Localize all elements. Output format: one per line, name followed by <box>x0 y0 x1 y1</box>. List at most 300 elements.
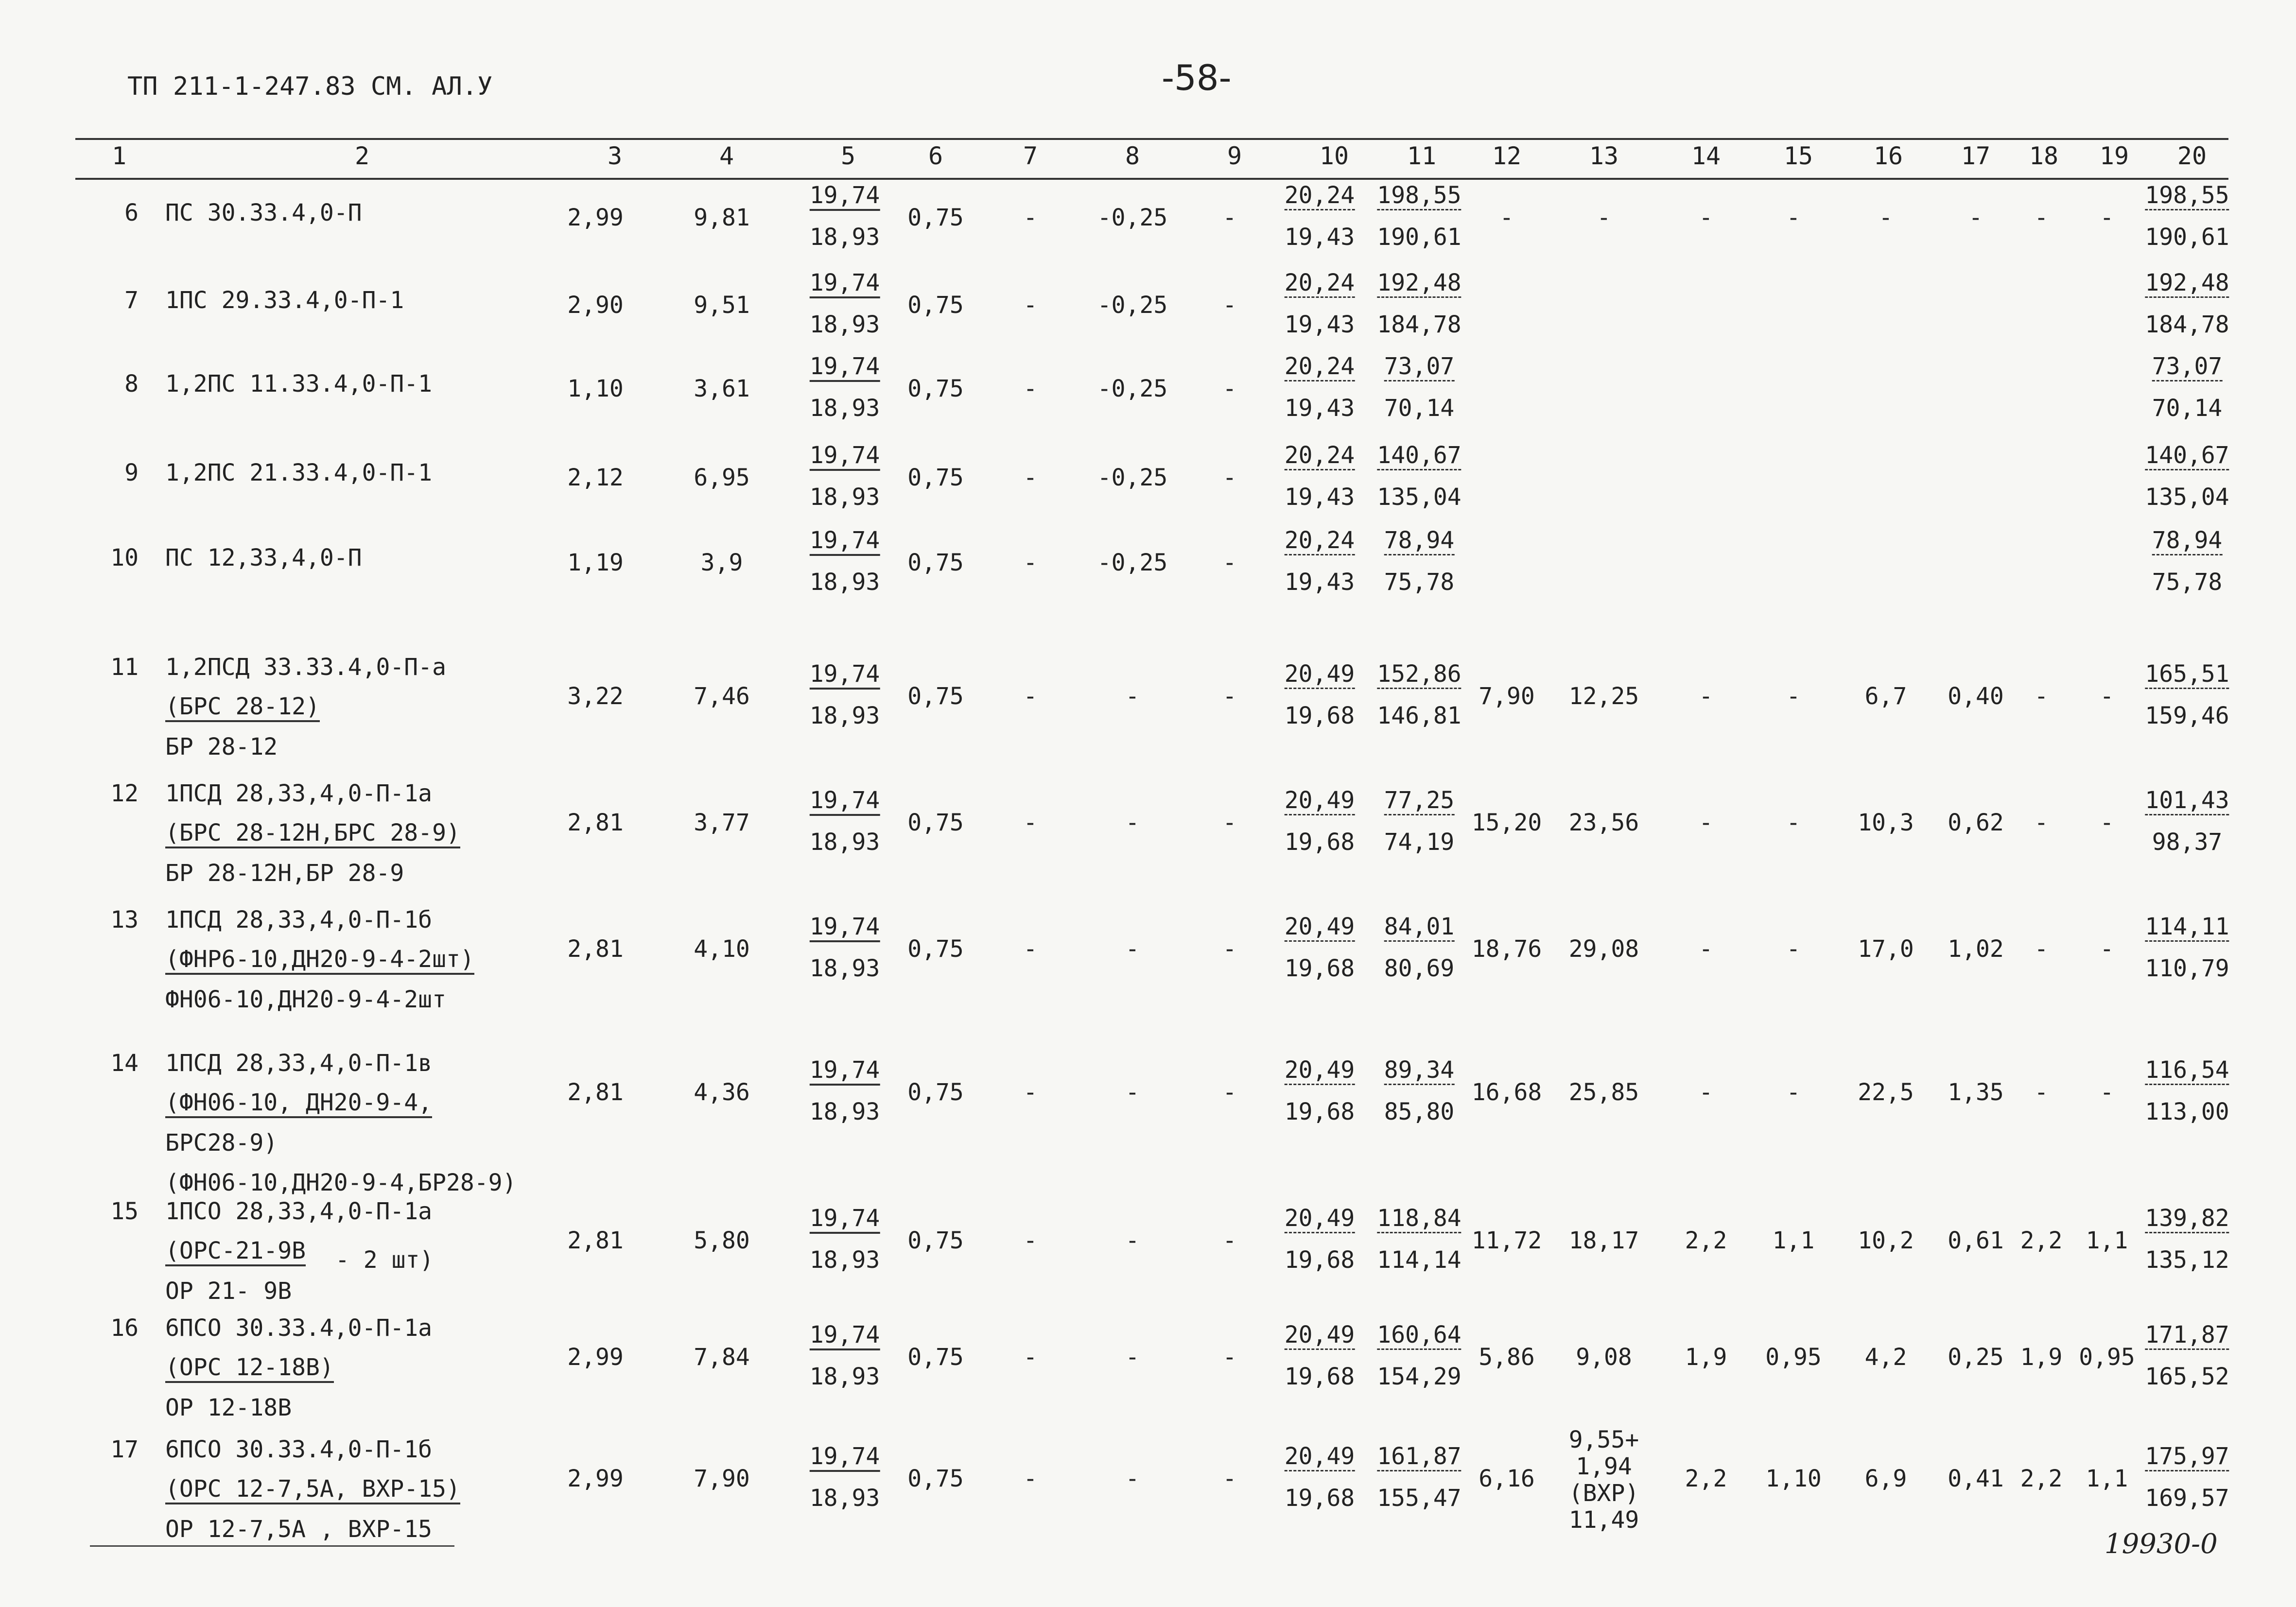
col-13: (ВХР) <box>1568 1480 1639 1507</box>
row-number: 6 <box>124 199 139 226</box>
item-name: (БРС 28-12) <box>165 693 320 722</box>
col-5-bottom: 18,93 <box>809 484 880 511</box>
col-7: - <box>1023 809 1038 836</box>
col-18: 2,2 <box>2020 1465 2063 1492</box>
col-11-top: 161,87 <box>1377 1443 1461 1471</box>
row-number: 11 <box>110 654 139 681</box>
col-11-top: 198,55 <box>1377 182 1461 210</box>
column-header: 3 <box>607 142 623 170</box>
col-8: -0,25 <box>1097 549 1168 576</box>
col-16: 17,0 <box>1858 935 1914 963</box>
col-12: 15,20 <box>1471 809 1542 836</box>
col-19: - <box>2100 935 2114 963</box>
col-20-top: 78,94 <box>2152 527 2223 555</box>
col-5-bottom: 18,93 <box>809 702 880 729</box>
col-8: - <box>1125 1344 1140 1371</box>
column-header: 1 <box>111 142 127 170</box>
column-header: 8 <box>1125 142 1140 170</box>
col-19: - <box>2100 204 2114 231</box>
col-15: - <box>1786 683 1801 710</box>
col-11-bottom: 80,69 <box>1384 955 1455 982</box>
col-16: 10,2 <box>1858 1227 1914 1254</box>
col-10-top: 20,49 <box>1285 787 1355 815</box>
col-5-bottom: 18,93 <box>809 1363 880 1390</box>
col-4: 5,80 <box>694 1227 750 1254</box>
col-10-top: 20,49 <box>1285 661 1355 689</box>
col-11-bottom: 70,14 <box>1384 395 1455 422</box>
col-13: 29,08 <box>1568 935 1639 963</box>
col-3: 1,10 <box>567 375 624 402</box>
col-14: - <box>1699 935 1713 963</box>
col-12: - <box>1499 204 1514 231</box>
page-number: -58- <box>1162 57 1232 98</box>
col-18: - <box>2034 204 2049 231</box>
document-code: ТП 211-1-247.83 СМ. АЛ.У <box>127 72 493 101</box>
item-name: ОР 12-7,5А , ВХР-15 <box>165 1516 433 1543</box>
col-5-bottom: 18,93 <box>809 829 880 856</box>
item-name: (БРС 28-12Н,БРС 28-9) <box>165 820 460 848</box>
item-name: (ФНР6-10,ДН20-9-4-2шт) <box>165 946 474 975</box>
col-15: - <box>1786 1079 1801 1106</box>
column-header: 6 <box>928 142 943 170</box>
col-9: - <box>1222 1227 1237 1254</box>
col-3: 2,81 <box>567 1079 624 1106</box>
item-name: (ОРС-21-9В <box>165 1238 306 1266</box>
col-13: 23,56 <box>1568 809 1639 836</box>
col-20-top: 73,07 <box>2152 353 2223 381</box>
col-17: 0,62 <box>1948 809 2004 836</box>
col-5-bottom: 18,93 <box>809 224 880 251</box>
col-19: - <box>2100 683 2114 710</box>
col-9: - <box>1222 204 1237 231</box>
col-6: 0,75 <box>907 464 964 491</box>
col-5-bottom: 18,93 <box>809 955 880 982</box>
column-header: 15 <box>1783 142 1813 170</box>
col-6: 0,75 <box>907 375 964 402</box>
col-4: 9,81 <box>694 204 750 231</box>
col-11-bottom: 146,81 <box>1377 702 1461 729</box>
col-19: 1,1 <box>2086 1465 2128 1492</box>
col-10-bottom: 19,68 <box>1284 955 1355 982</box>
col-19: - <box>2100 1079 2114 1106</box>
col-20-bottom: 184,78 <box>2145 311 2229 338</box>
col-12: 11,72 <box>1471 1227 1542 1254</box>
col-6: 0,75 <box>907 809 964 836</box>
col-10-top: 20,24 <box>1285 353 1355 381</box>
col-20-bottom: 169,57 <box>2145 1485 2229 1512</box>
col-3: 2,81 <box>567 935 624 963</box>
col-9: - <box>1222 549 1237 576</box>
col-11-top: 140,67 <box>1377 442 1461 470</box>
col-7: - <box>1023 683 1038 710</box>
col-10-bottom: 19,43 <box>1284 311 1355 338</box>
col-3: 2,81 <box>567 809 624 836</box>
col-20-bottom: 159,46 <box>2145 702 2229 729</box>
col-16: 22,5 <box>1858 1079 1914 1106</box>
col-7: - <box>1023 1465 1038 1492</box>
col-9: - <box>1222 1079 1237 1106</box>
column-header: 12 <box>1492 142 1522 170</box>
row-number: 9 <box>124 459 139 486</box>
col-20-bottom: 110,79 <box>2145 955 2229 982</box>
col-14: - <box>1699 1079 1713 1106</box>
column-header: 9 <box>1227 142 1242 170</box>
col-20-top: 198,55 <box>2145 182 2229 210</box>
table-top-rule <box>75 138 2228 140</box>
col-8: - <box>1125 809 1140 836</box>
col-11-bottom: 114,14 <box>1377 1246 1461 1274</box>
col-5-top: 19,74 <box>810 442 880 471</box>
col-10-bottom: 19,43 <box>1284 569 1355 596</box>
col-5-bottom: 18,93 <box>809 1098 880 1125</box>
col-4: 3,77 <box>694 809 750 836</box>
col-4: 3,9 <box>700 549 743 576</box>
item-name: ПС 30.33.4,0-П <box>165 199 362 226</box>
col-20-top: 114,11 <box>2145 914 2229 942</box>
col-10-bottom: 19,43 <box>1284 395 1355 422</box>
col-10-bottom: 19,43 <box>1284 484 1355 511</box>
col-16: 6,7 <box>1864 683 1907 710</box>
item-name: 1ПСО 28,33,4,0-П-1а <box>165 1198 433 1225</box>
col-17: - <box>1968 204 1983 231</box>
row-number: 16 <box>110 1314 139 1342</box>
col-3: 2,81 <box>567 1227 624 1254</box>
col-8: - <box>1125 683 1140 710</box>
col-7: - <box>1023 375 1038 402</box>
col-11-bottom: 190,61 <box>1377 224 1461 251</box>
col-9: - <box>1222 809 1237 836</box>
col-12: 7,90 <box>1478 683 1535 710</box>
col-5-top: 19,74 <box>810 182 880 211</box>
col-20-top: 192,48 <box>2145 270 2229 298</box>
col-18: 1,9 <box>2020 1344 2063 1371</box>
col-6: 0,75 <box>907 683 964 710</box>
item-name: 1ПСД 28,33,4,0-П-1в <box>165 1050 433 1077</box>
col-15: - <box>1786 935 1801 963</box>
item-name: 1ПСД 28,33,4,0-П-1б <box>165 906 433 933</box>
col-10-top: 20,24 <box>1285 442 1355 470</box>
col-7: - <box>1023 935 1038 963</box>
col-13: - <box>1597 204 1611 231</box>
col-5-bottom: 18,93 <box>809 311 880 338</box>
col-13: 25,85 <box>1568 1079 1639 1106</box>
col-4: 4,10 <box>694 935 750 963</box>
col-14: - <box>1699 204 1713 231</box>
col-11-top: 78,94 <box>1384 527 1455 555</box>
column-header: 10 <box>1319 142 1349 170</box>
item-name: 1,2ПСД 33.33.4,0-П-а <box>165 654 446 681</box>
col-7: - <box>1023 1079 1038 1106</box>
col-11-top: 118,84 <box>1377 1205 1461 1233</box>
col-16: 6,9 <box>1864 1465 1907 1492</box>
col-9: - <box>1222 1344 1237 1371</box>
col-9: - <box>1222 935 1237 963</box>
col-6: 0,75 <box>907 1344 964 1371</box>
col-5-bottom: 18,93 <box>809 395 880 422</box>
col-9: - <box>1222 292 1237 319</box>
column-header: 4 <box>719 142 734 170</box>
col-10-top: 20,49 <box>1285 914 1355 942</box>
col-9: - <box>1222 1465 1237 1492</box>
col-10-bottom: 19,68 <box>1284 702 1355 729</box>
col-5-top: 19,74 <box>810 527 880 556</box>
col-20-top: 140,67 <box>2145 442 2229 470</box>
col-6: 0,75 <box>907 1227 964 1254</box>
column-header: 16 <box>1873 142 1903 170</box>
col-13: 18,17 <box>1568 1227 1639 1254</box>
item-name: 1,2ПС 11.33.4,0-П-1 <box>165 370 433 397</box>
col-14: 2,2 <box>1685 1227 1727 1254</box>
col-5-top: 19,74 <box>810 353 880 382</box>
col-10-bottom: 19,68 <box>1284 1363 1355 1390</box>
column-header: 20 <box>2177 142 2207 170</box>
col-11-bottom: 74,19 <box>1384 829 1455 856</box>
col-10-top: 20,24 <box>1285 182 1355 210</box>
col-4: 9,51 <box>694 292 750 319</box>
column-header: 7 <box>1023 142 1038 170</box>
col-8: -0,25 <box>1097 375 1168 402</box>
col-15: 1,10 <box>1765 1465 1822 1492</box>
col-18: - <box>2034 809 2049 836</box>
col-20-top: 116,54 <box>2145 1057 2229 1085</box>
col-8: - <box>1125 1079 1140 1106</box>
col-6: 0,75 <box>907 549 964 576</box>
col-14: - <box>1699 683 1713 710</box>
col-20-bottom: 113,00 <box>2145 1098 2229 1125</box>
item-name: ОР 12-18В <box>165 1394 292 1421</box>
col-5-bottom: 18,93 <box>809 1246 880 1274</box>
col-14: - <box>1699 809 1713 836</box>
col-3: 3,22 <box>567 683 624 710</box>
item-name-note: - 2 шт) <box>335 1246 434 1274</box>
row-number: 12 <box>110 780 139 807</box>
col-11-bottom: 75,78 <box>1384 569 1455 596</box>
item-name: БР 28-12Н,БР 28-9 <box>165 860 404 887</box>
col-13: 12,25 <box>1568 683 1639 710</box>
col-6: 0,75 <box>907 292 964 319</box>
col-17: 0,41 <box>1948 1465 2004 1492</box>
col-10-top: 20,49 <box>1285 1205 1355 1233</box>
col-7: - <box>1023 464 1038 491</box>
row-number: 13 <box>110 906 139 933</box>
col-5-top: 19,74 <box>810 1322 880 1350</box>
column-header: 2 <box>354 142 370 170</box>
col-18: - <box>2034 683 2049 710</box>
column-header: 19 <box>2099 142 2129 170</box>
row-number: 15 <box>110 1198 139 1225</box>
col-20-bottom: 75,78 <box>2152 569 2223 596</box>
col-5-top: 19,74 <box>810 270 880 298</box>
col-10-top: 20,49 <box>1285 1322 1355 1350</box>
row-number: 7 <box>124 287 139 314</box>
col-4: 7,84 <box>694 1344 750 1371</box>
col-18: - <box>2034 935 2049 963</box>
col-18: 2,2 <box>2020 1227 2063 1254</box>
col-10-top: 20,24 <box>1285 270 1355 298</box>
col-20-bottom: 165,52 <box>2145 1363 2229 1390</box>
col-11-top: 192,48 <box>1377 270 1461 298</box>
column-header: 5 <box>840 142 856 170</box>
col-3: 1,19 <box>567 549 624 576</box>
col-10-top: 20,49 <box>1285 1057 1355 1085</box>
col-8: -0,25 <box>1097 204 1168 231</box>
col-8: - <box>1125 935 1140 963</box>
item-name: 1,2ПС 21.33.4,0-П-1 <box>165 459 433 486</box>
col-11-top: 89,34 <box>1384 1057 1455 1085</box>
col-10-bottom: 19,68 <box>1284 829 1355 856</box>
col-17: 0,61 <box>1948 1227 2004 1254</box>
col-4: 7,46 <box>694 683 750 710</box>
item-name: (ОРС 12-7,5А, ВХР-15) <box>165 1476 460 1504</box>
item-name: 6ПСО 30.33.4,0-П-1б <box>165 1436 433 1463</box>
col-11-bottom: 184,78 <box>1377 311 1461 338</box>
col-8: - <box>1125 1227 1140 1254</box>
col-12: 6,16 <box>1478 1465 1535 1492</box>
item-name: БР 28-12 <box>165 733 278 760</box>
table-header-rule <box>75 178 2228 180</box>
col-11-top: 152,86 <box>1377 661 1461 689</box>
col-16: 10,3 <box>1858 809 1914 836</box>
column-header: 11 <box>1407 142 1437 170</box>
col-20-bottom: 190,61 <box>2145 224 2229 251</box>
col-7: - <box>1023 204 1038 231</box>
item-name: (ФН06-10, ДН20-9-4, <box>165 1089 432 1118</box>
col-14: 1,9 <box>1685 1344 1727 1371</box>
col-11-bottom: 135,04 <box>1377 484 1461 511</box>
col-8: -0,25 <box>1097 292 1168 319</box>
col-5-top: 19,74 <box>810 1443 880 1472</box>
col-5-top: 19,74 <box>810 914 880 942</box>
col-5-top: 19,74 <box>810 787 880 816</box>
col-11-top: 73,07 <box>1384 353 1455 381</box>
item-name: БРС28-9) <box>165 1129 278 1157</box>
item-name: ФН06-10,ДН20-9-4-2шт <box>165 986 446 1013</box>
col-15: - <box>1786 204 1801 231</box>
col-19: - <box>2100 809 2114 836</box>
col-7: - <box>1023 549 1038 576</box>
row-number: 14 <box>110 1050 139 1077</box>
column-header: 18 <box>2029 142 2059 170</box>
col-6: 0,75 <box>907 935 964 963</box>
col-5-bottom: 18,93 <box>809 1485 880 1512</box>
col-8: -0,25 <box>1097 464 1168 491</box>
col-11-bottom: 155,47 <box>1377 1485 1461 1512</box>
item-name: 6ПСО 30.33.4,0-П-1а <box>165 1314 433 1342</box>
col-17: 1,02 <box>1948 935 2004 963</box>
col-5-top: 19,74 <box>810 1057 880 1086</box>
col-13: 9,08 <box>1576 1344 1632 1371</box>
col-15: - <box>1786 809 1801 836</box>
col-11-top: 84,01 <box>1384 914 1455 942</box>
col-16: 4,2 <box>1864 1344 1907 1371</box>
item-name: 1ПСД 28,33,4,0-П-1а <box>165 780 433 807</box>
col-15: 1,1 <box>1772 1227 1815 1254</box>
col-5-top: 19,74 <box>810 661 880 690</box>
row-number: 17 <box>110 1436 139 1463</box>
item-name: ПС 12,33,4,0-П <box>165 544 362 571</box>
item-name: 1ПС 29.33.4,0-П-1 <box>165 287 404 314</box>
col-10-bottom: 19,68 <box>1284 1098 1355 1125</box>
col-7: - <box>1023 1227 1038 1254</box>
col-11-bottom: 154,29 <box>1377 1363 1461 1390</box>
archive-number: 19930-0 <box>2105 1528 2218 1560</box>
col-4: 4,36 <box>694 1079 750 1106</box>
col-3: 2,99 <box>567 1465 624 1492</box>
col-11-bottom: 85,80 <box>1384 1098 1455 1125</box>
column-header: 14 <box>1691 142 1721 170</box>
col-5-top: 19,74 <box>810 1205 880 1234</box>
col-20-top: 101,43 <box>2145 787 2229 815</box>
col-17: 1,35 <box>1948 1079 2004 1106</box>
col-10-bottom: 19,68 <box>1284 1246 1355 1274</box>
col-14: 2,2 <box>1685 1465 1727 1492</box>
col-20-top: 175,97 <box>2145 1443 2229 1471</box>
col-17: 0,25 <box>1948 1344 2004 1371</box>
col-3: 2,90 <box>567 292 624 319</box>
row-number: 8 <box>124 370 139 397</box>
col-7: - <box>1023 292 1038 319</box>
col-20-bottom: 70,14 <box>2152 395 2223 422</box>
col-12: 18,76 <box>1471 935 1542 963</box>
col-11-top: 160,64 <box>1377 1322 1461 1350</box>
col-6: 0,75 <box>907 204 964 231</box>
col-4: 7,90 <box>694 1465 750 1492</box>
item-name: ОР 21- 9В <box>165 1278 292 1305</box>
col-20-top: 171,87 <box>2145 1322 2229 1350</box>
col-8: - <box>1125 1465 1140 1492</box>
column-header: 13 <box>1589 142 1619 170</box>
col-13: 11,49 <box>1568 1506 1639 1534</box>
col-11-top: 77,25 <box>1384 787 1455 815</box>
col-20-top: 139,82 <box>2145 1205 2229 1233</box>
col-16: - <box>1879 204 1893 231</box>
col-20-top: 165,51 <box>2145 661 2229 689</box>
item-name: (ФН06-10,ДН20-9-4,БР28-9) <box>165 1169 517 1196</box>
col-9: - <box>1222 464 1237 491</box>
col-19: 1,1 <box>2086 1227 2128 1254</box>
item-name: (ОРС 12-18В) <box>165 1354 334 1383</box>
col-10-top: 20,49 <box>1285 1443 1355 1471</box>
col-15: 0,95 <box>1765 1344 1822 1371</box>
col-9: - <box>1222 375 1237 402</box>
col-17: 0,40 <box>1948 683 2004 710</box>
col-18: - <box>2034 1079 2049 1106</box>
col-20-bottom: 135,12 <box>2145 1246 2229 1274</box>
col-3: 2,99 <box>567 204 624 231</box>
row-number: 10 <box>110 544 139 571</box>
col-10-bottom: 19,43 <box>1284 224 1355 251</box>
column-header: 17 <box>1961 142 1991 170</box>
col-10-bottom: 19,68 <box>1284 1485 1355 1512</box>
col-13: 1,94 <box>1576 1453 1632 1480</box>
col-12: 5,86 <box>1478 1344 1535 1371</box>
col-10-top: 20,24 <box>1285 527 1355 555</box>
col-7: - <box>1023 1344 1038 1371</box>
table-bottom-rule <box>90 1545 454 1547</box>
col-4: 3,61 <box>694 375 750 402</box>
col-4: 6,95 <box>694 464 750 491</box>
col-9: - <box>1222 683 1237 710</box>
col-20-bottom: 135,04 <box>2145 484 2229 511</box>
col-6: 0,75 <box>907 1079 964 1106</box>
col-3: 2,12 <box>567 464 624 491</box>
col-13: 9,55+ <box>1568 1426 1639 1453</box>
col-6: 0,75 <box>907 1465 964 1492</box>
col-3: 2,99 <box>567 1344 624 1371</box>
col-20-bottom: 98,37 <box>2152 829 2223 856</box>
col-19: 0,95 <box>2079 1344 2135 1371</box>
col-5-bottom: 18,93 <box>809 569 880 596</box>
